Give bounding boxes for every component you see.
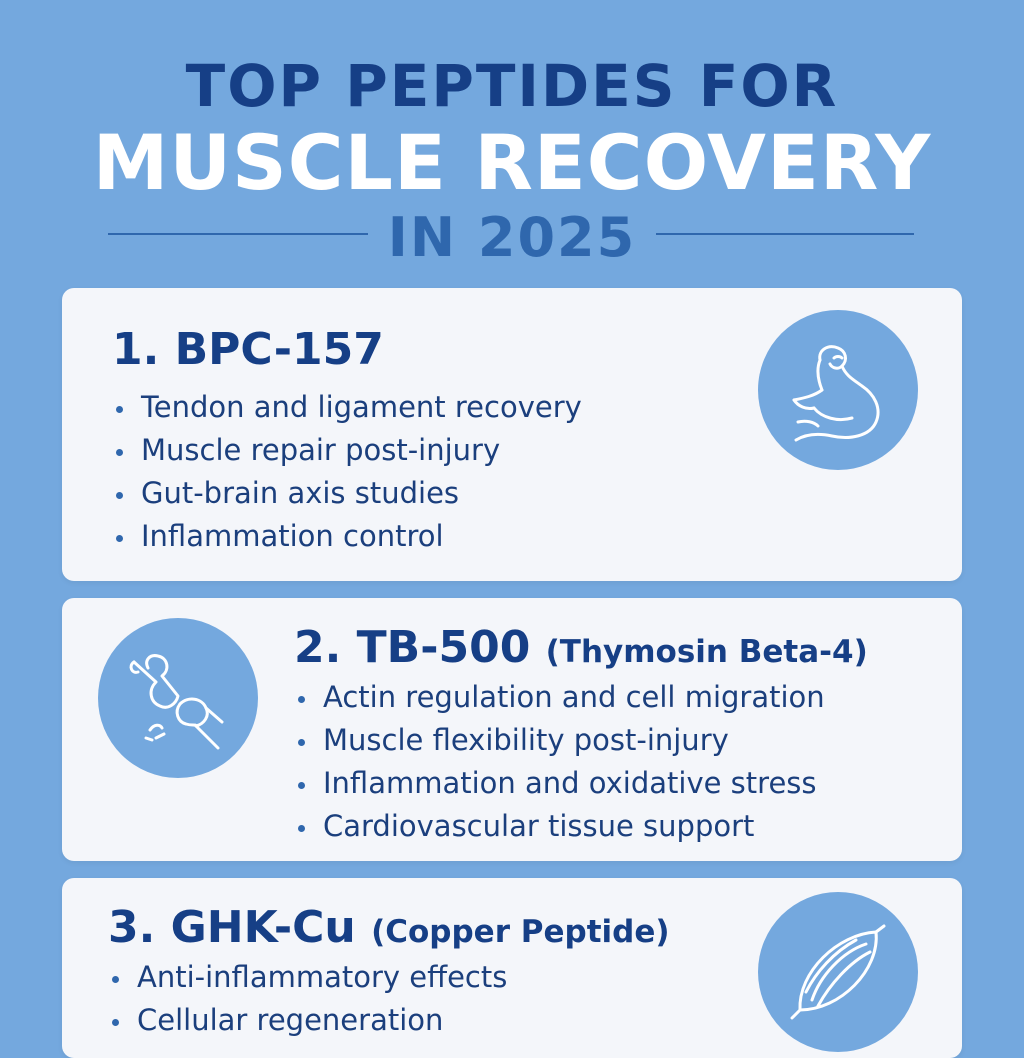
- benefit-text: Muscle repair post-injury: [141, 433, 501, 467]
- peptide-name: 3. GHK-Cu: [108, 902, 356, 953]
- peptide-card-ghkcu: [62, 878, 962, 1058]
- benefit-text: Muscle flexibility post-injury: [323, 723, 729, 757]
- list-item: [112, 429, 582, 472]
- list-item: [112, 386, 582, 429]
- benefit-text: Gut-brain axis studies: [141, 476, 460, 510]
- peptide-subtitle: (Thymosin Beta-4): [545, 634, 868, 670]
- benefit-text: Tendon and ligament recovery: [141, 390, 582, 424]
- list-item: [294, 676, 825, 719]
- peptide-heading: [294, 622, 868, 673]
- bullet: [112, 976, 119, 983]
- benefit-text: Inflammation control: [141, 519, 444, 553]
- flexed-arm-icon: [758, 310, 918, 470]
- bullet: [112, 1019, 119, 1026]
- list-item: [294, 762, 825, 805]
- peptide-card-tb500: [62, 598, 962, 861]
- benefit-text: Cellular regeneration: [137, 1003, 444, 1037]
- list-item: [294, 719, 825, 762]
- list-item: [108, 999, 507, 1042]
- list-item: [112, 472, 582, 515]
- benefit-list: [112, 386, 582, 558]
- title-line-1: TOP PEPTIDES FOR: [185, 52, 839, 120]
- peptide-name: 1. BPC-157: [112, 324, 384, 375]
- bullet: [116, 535, 123, 542]
- title-line-2: MUSCLE RECOVERY: [92, 118, 932, 207]
- benefit-text: Inflammation and oxidative stress: [323, 766, 817, 800]
- bullet: [298, 825, 305, 832]
- joint-icon: [98, 618, 258, 778]
- title-line-3: IN 2025: [387, 206, 637, 269]
- benefit-text: Cardiovascular tissue support: [323, 809, 755, 843]
- list-item: [108, 956, 507, 999]
- bullet: [116, 406, 123, 413]
- peptide-card-bpc157: [62, 288, 962, 581]
- benefit-list: [108, 956, 507, 1042]
- peptide-subtitle: (Copper Peptide): [371, 914, 670, 950]
- bullet: [298, 739, 305, 746]
- benefit-text: Anti-inflammatory effects: [137, 960, 508, 994]
- bullet: [298, 696, 305, 703]
- peptide-name: 2. TB-500: [294, 622, 531, 673]
- title-divider-right: [656, 233, 914, 235]
- bullet: [298, 782, 305, 789]
- bullet: [116, 492, 123, 499]
- list-item: [294, 805, 825, 848]
- list-item: [112, 515, 582, 558]
- benefit-list: [294, 676, 825, 848]
- peptide-heading: [108, 902, 670, 953]
- benefit-text: Actin regulation and cell migration: [323, 680, 825, 714]
- muscle-fiber-icon: [758, 892, 918, 1052]
- bullet: [116, 449, 123, 456]
